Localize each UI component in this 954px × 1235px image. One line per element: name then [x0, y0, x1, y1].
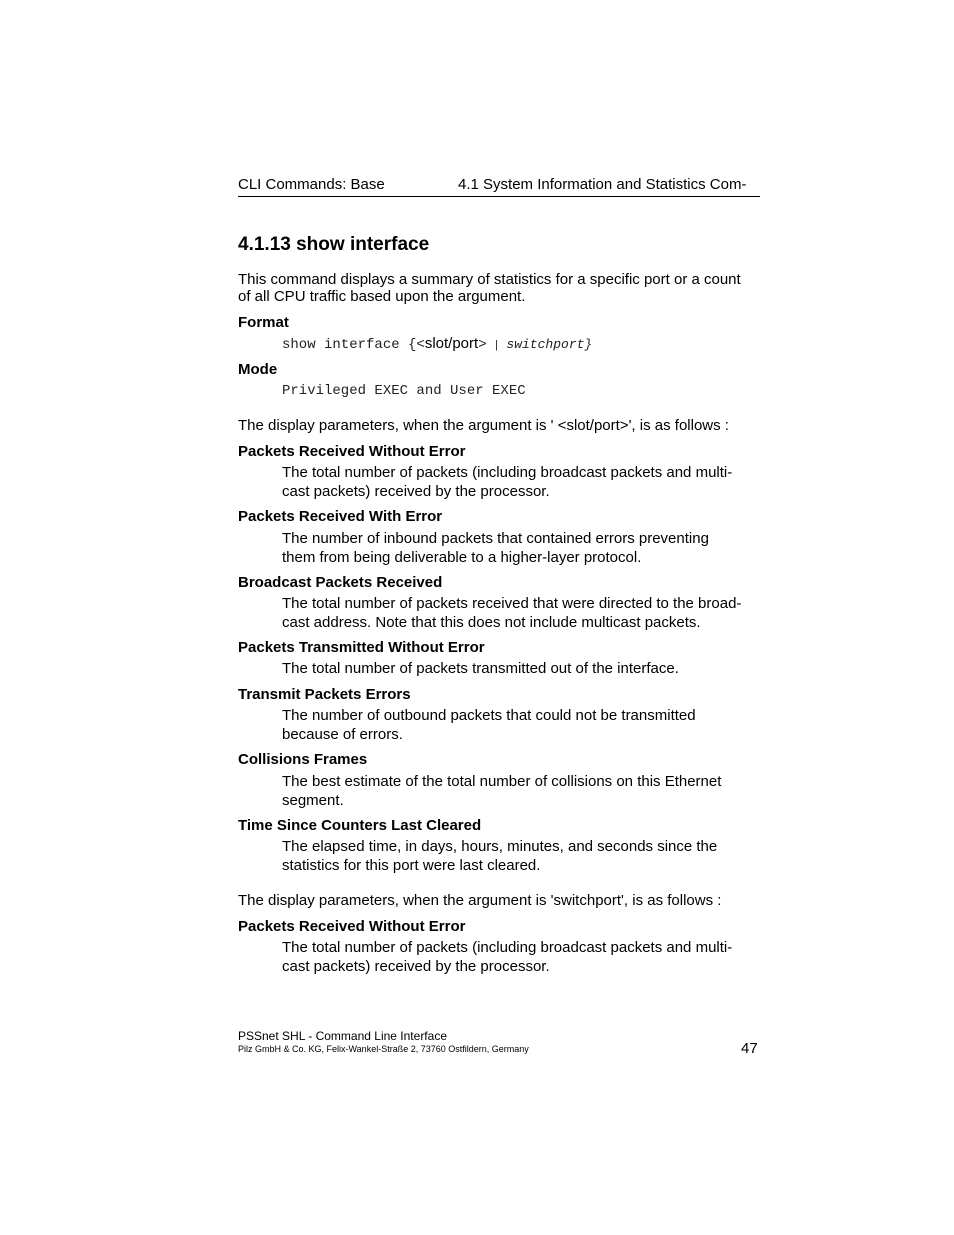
- footer-address: Pilz GmbH & Co. KG, Felix-Wankel-Straße 2, 73760 Ostfildern, Germany: [238, 1044, 529, 1054]
- param-label: Packets Received With Error: [238, 508, 443, 525]
- param-label: Time Since Counters Last Cleared: [238, 817, 482, 834]
- section-title: 4.1.13 show interface: [238, 234, 430, 255]
- mode-label: Mode: [238, 361, 278, 378]
- param-description: [282, 837, 762, 875]
- format-lt: <: [416, 337, 425, 353]
- param-description: [282, 772, 762, 810]
- footer-title: PSSnet SHL - Command Line Interface: [238, 1029, 447, 1043]
- format-pipe: |: [486, 340, 507, 352]
- param-description: [282, 594, 762, 632]
- param-description: [282, 938, 762, 976]
- param-description: [282, 659, 762, 678]
- param-label: Packets Received Without Error: [238, 918, 466, 935]
- param-label: Transmit Packets Errors: [238, 686, 411, 703]
- mode-value: Privileged EXEC and User EXEC: [282, 383, 526, 399]
- param-description-line: The total number of packets received that were directed to the broad-: [282, 595, 742, 612]
- param-description-line: statistics for this port were last cleared.: [282, 857, 541, 874]
- switchport-params-intro: The display parameters, when the argument is 'switchport', is as follows :: [238, 892, 722, 909]
- param-label: Broadcast Packets Received: [238, 574, 443, 591]
- param-description-line: cast packets) received by the processor.: [282, 958, 550, 975]
- param-description-line: The elapsed time, in days, hours, minutes, and seconds since the: [282, 838, 718, 855]
- param-description-line: The total number of packets (including broadcast packets and multi-: [282, 464, 733, 481]
- param-description: [282, 529, 762, 567]
- format-slot-port: slot/port: [424, 335, 479, 352]
- param-description-line: The number of inbound packets that contained errors preventing: [282, 530, 709, 547]
- header-rule: [238, 196, 760, 197]
- format-switchport: switchport}: [506, 337, 593, 352]
- param-description-line: cast address. Note that this does not include multicast packets.: [282, 614, 701, 631]
- param-description-line: segment.: [282, 792, 344, 809]
- param-label: Packets Received Without Error: [238, 443, 466, 460]
- format-gt: >: [478, 337, 487, 353]
- page-number: 47: [741, 1040, 758, 1057]
- param-description-line: cast packets) received by the processor.: [282, 483, 550, 500]
- param-description-line: them from being deliverable to a higher-layer protocol.: [282, 549, 642, 566]
- running-header-right: 4.1 System Information and Statistics Com-: [458, 176, 747, 193]
- param-description: [282, 706, 762, 744]
- format-syntax: [282, 335, 592, 355]
- slot-params-intro: The display parameters, when the argument is ' <slot/port>', is as follows :: [238, 417, 729, 434]
- param-label: Collisions Frames: [238, 751, 368, 768]
- param-description-line: The number of outbound packets that could not be transmitted: [282, 707, 696, 724]
- param-label: Packets Transmitted Without Error: [238, 639, 485, 656]
- param-description: [282, 463, 762, 501]
- intro-line-1: This command displays a summary of statistics for a specific port or a count: [238, 271, 741, 288]
- param-description-line: The total number of packets transmitted out of the interface.: [282, 660, 679, 677]
- intro-line-2: of all CPU traffic based upon the argument.: [238, 288, 526, 305]
- param-description-line: The best estimate of the total number of collisions on this Ethernet: [282, 773, 722, 790]
- param-description-line: because of errors.: [282, 726, 403, 743]
- param-description-line: The total number of packets (including broadcast packets and multi-: [282, 939, 733, 956]
- format-label: Format: [238, 314, 289, 331]
- format-command: show interface {: [282, 337, 417, 353]
- running-header-left: CLI Commands: Base: [238, 176, 385, 193]
